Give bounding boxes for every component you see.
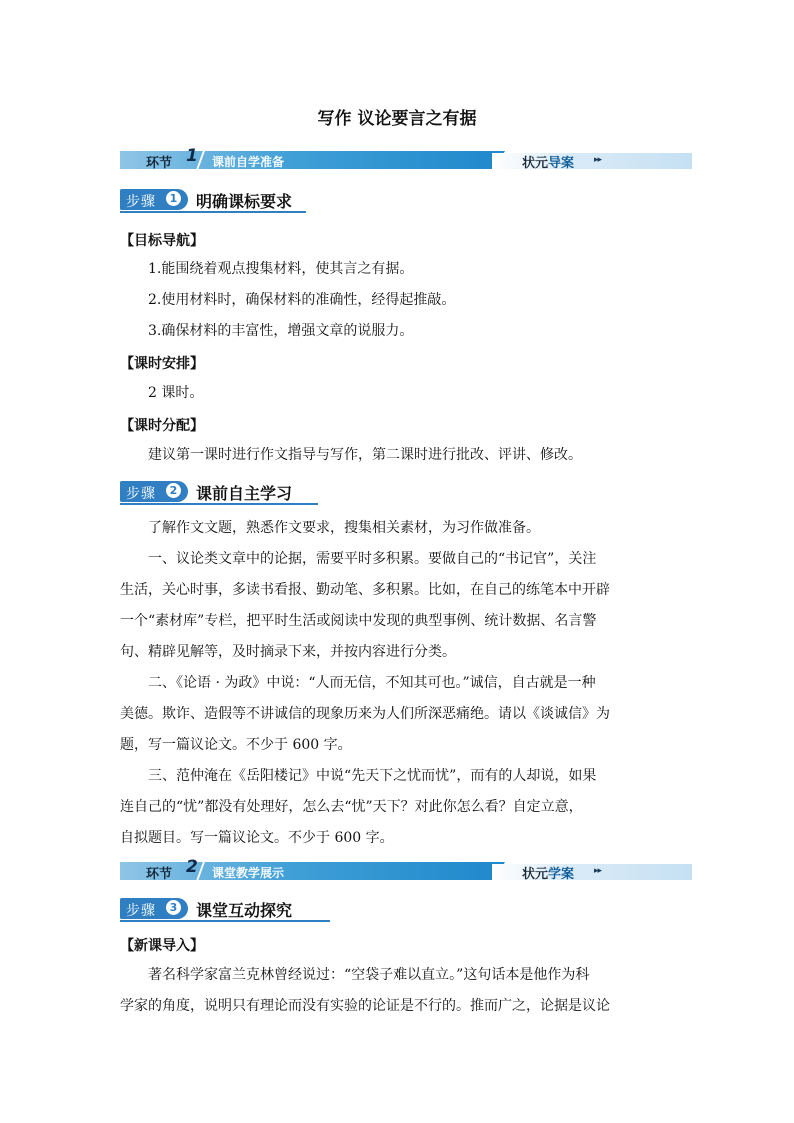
body-paragraph: 著名科学家富兰克林曾经说过：“空袋子难以直立。”这句话本是他作为科 — [148, 967, 590, 983]
body-paragraph: 了解作文文题，熟悉作文要求，搜集相关素材，为习作做准备。 — [148, 520, 540, 536]
goal-item: 2.使用材料时，确保材料的准确性，经得起推敲。 — [148, 292, 456, 308]
step-underline — [120, 503, 318, 505]
step-title: 课堂互动探究 — [196, 901, 293, 920]
section-label: 课前自学准备 — [212, 155, 285, 169]
body-paragraph: 连自己的“忧”都没有处理好，怎么去“忧”天下？对此你怎么看？自定立意， — [120, 799, 583, 815]
section-number: 2 — [186, 857, 198, 877]
step-underline — [120, 920, 330, 922]
body-paragraph: 句、精辟见解等，及时摘录下来，并按内容进行分类。 — [120, 644, 456, 660]
allocation-text: 建议第一课时进行作文指导与写作，第二课时进行批改、评讲、修改。 — [148, 447, 582, 463]
section-env-label: 环节 — [146, 156, 173, 171]
section-guide-label: 状元学案 — [522, 867, 575, 882]
section-guide-label: 状元导案 — [522, 156, 575, 171]
heading-goal: 【目标导航】 — [120, 233, 204, 249]
double-arrow-icon: ▸▸ — [594, 866, 602, 876]
heading-allocation: 【课时分配】 — [120, 418, 204, 434]
step-badge: 步骤 2 — [120, 481, 188, 502]
section-bar-band — [120, 862, 505, 880]
step-title: 明确课标要求 — [196, 192, 293, 211]
double-arrow-icon: ▸▸ — [594, 155, 602, 165]
section-env-label: 环节 — [146, 867, 173, 882]
schedule-text: 2 课时。 — [148, 385, 204, 401]
body-paragraph: 生活，关心时事，多读书看报、勤动笔、多积累。比如，在自己的练笔本中开辟 — [120, 582, 610, 598]
step-underline — [120, 211, 306, 213]
section-number: 1 — [186, 146, 198, 166]
section-bar-band — [120, 151, 505, 169]
body-paragraph: 三、范仲淹在《岳阳楼记》中说“先天下之忧而忧”，而有的人却说，如果 — [148, 768, 597, 784]
body-paragraph: 美德。欺诈、造假等不讲诚信的现象历来为人们所深恶痛绝。请以《谈诚信》为 — [120, 706, 610, 722]
heading-schedule: 【课时安排】 — [120, 356, 204, 372]
section-label: 课堂教学展示 — [212, 866, 285, 880]
body-paragraph: 自拟题目。写一篇议论文。不少于 600 字。 — [120, 830, 394, 846]
section-bar-2 — [120, 857, 692, 882]
page-title: 写作 议论要言之有据 — [317, 109, 477, 129]
body-paragraph: 学家的角度，说明只有理论而没有实验的论证是不行的。推而广之，论据是议论 — [120, 998, 610, 1014]
heading-intro: 【新课导入】 — [120, 938, 204, 954]
body-paragraph: 一、议论类文章中的论据，需要平时多积累。要做自己的“书记官”，关注 — [148, 551, 597, 567]
goal-item: 3.确保材料的丰富性，增强文章的说服力。 — [148, 323, 414, 339]
step-badge: 步骤 3 — [120, 898, 188, 919]
step-badge: 步骤 1 — [120, 189, 188, 210]
goal-item: 1.能围绕着观点搜集材料，使其言之有据。 — [148, 261, 414, 277]
section-bar-1 — [120, 146, 692, 171]
step-number-circle: 1 — [166, 191, 181, 206]
step-number-circle: 3 — [166, 900, 181, 915]
body-paragraph: 一个“素材库”专栏，把平时生活或阅读中发现的典型事例、统计数据、名言警 — [120, 613, 597, 629]
body-paragraph: 二、《论语 · 为政》中说：“人而无信，不知其可也。”诚信，自古就是一种 — [148, 675, 596, 691]
step-number-circle: 2 — [166, 483, 181, 498]
body-paragraph: 题，写一篇议论文。不少于 600 字。 — [120, 737, 352, 753]
step-title: 课前自主学习 — [196, 484, 293, 503]
